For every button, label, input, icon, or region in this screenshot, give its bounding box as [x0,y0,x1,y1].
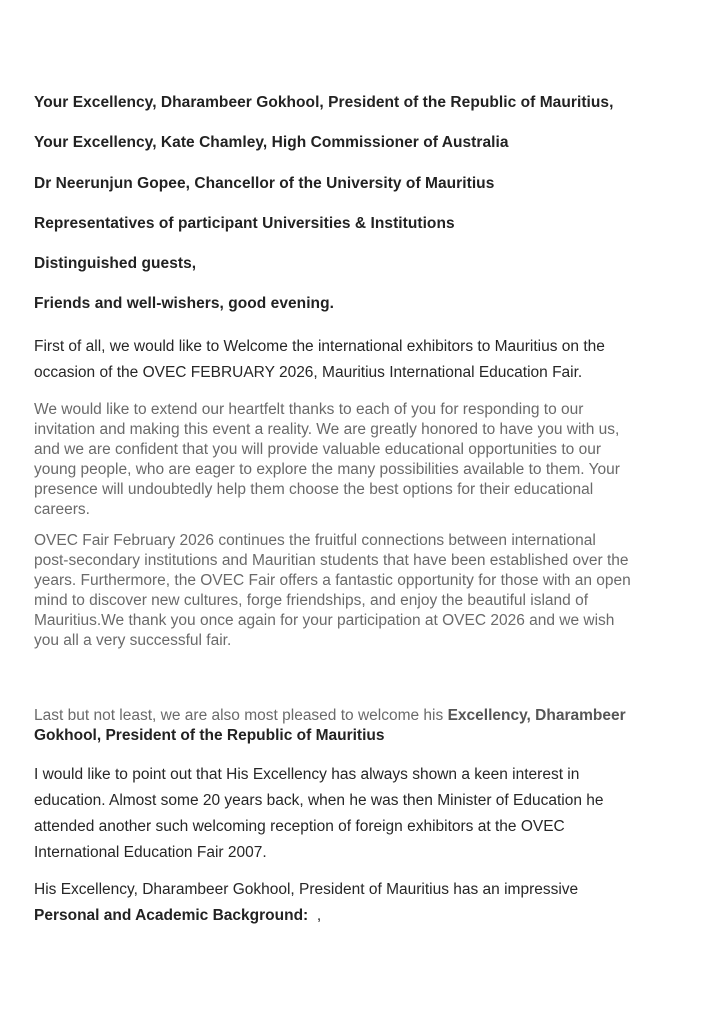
paragraph-line: occasion of the OVEC FEBRUARY 2026, Mauritius International Education Fair. [34,364,583,381]
paragraph-line: post-secondary institutions and Mauritian students that have been established over the [34,552,629,569]
salutation-chancellor: Dr Neerunjun Gopee, Chancellor of the University of Mauritius [34,175,495,192]
salutation-representatives: Representatives of participant Universities & Institutions [34,215,455,232]
paragraph-lead-text: Last but not least, we are also most pleased to welcome his [34,707,448,724]
salutation-high-commissioner: Your Excellency, Kate Chamley, High Commissioner of Australia [34,134,509,151]
paragraph-line: and we are confident that you will provide valuable educational opportunities to our [34,441,601,458]
paragraph-line: young people, who are eager to explore the many possibilities available to them. Your [34,461,620,478]
background-heading: Personal and Academic Background: [34,907,309,924]
paragraph-line: invitation and making this event a reality. We are greatly honored to have you with us, [34,421,620,438]
paragraph-line: attended another such welcoming reception of foreign exhibitors at the OVEC [34,818,565,835]
paragraph-line: First of all, we would like to Welcome the international exhibitors to Mauritius on the [34,338,605,355]
paragraph-interest [34,762,714,866]
background-trail: , [308,907,322,924]
paragraph-background [34,877,714,929]
paragraph-line: We would like to extend our heartfelt thanks to each of you for responding to our [34,401,584,418]
salutation-president: Your Excellency, Dharambeer Gokhool, President of the Republic of Mauritius, [34,94,614,111]
paragraph-fair [34,531,714,651]
paragraph-line: education. Almost some 20 years back, when he was then Minister of Education he [34,792,604,809]
paragraph-line: I would like to point out that His Excellency has always shown a keen interest in [34,766,580,783]
president-name-part2: Gokhool, President of the Republic of Mauritius [34,727,385,744]
paragraph-thanks [34,400,714,520]
paragraph-last-but-not-least [34,706,714,746]
president-name-part1: Excellency, Dharambeer [447,707,626,724]
paragraph-line: years. Furthermore, the OVEC Fair offers a fantastic opportunity for those with an open [34,572,631,589]
paragraph-line: OVEC Fair February 2026 continues the fruitful connections between international [34,532,596,549]
paragraph-line: careers. [34,501,90,518]
salutation-friends: Friends and well-wishers, good evening. [34,295,334,312]
paragraph-welcome [34,334,714,386]
salutation-distinguished-guests: Distinguished guests, [34,255,197,272]
paragraph-line: International Education Fair 2007. [34,844,267,861]
paragraph-line: His Excellency, Dharambeer Gokhool, President of Mauritius has an impressive [34,881,579,898]
paragraph-line: presence will undoubtedly help them choose the best options for their educational [34,481,594,498]
paragraph-line: Mauritius.We thank you once again for your participation at OVEC 2026 and we wish [34,612,615,629]
paragraph-line: mind to discover new cultures, forge friendships, and enjoy the beautiful island of [34,592,589,609]
paragraph-line: you all a very successful fair. [34,632,232,649]
